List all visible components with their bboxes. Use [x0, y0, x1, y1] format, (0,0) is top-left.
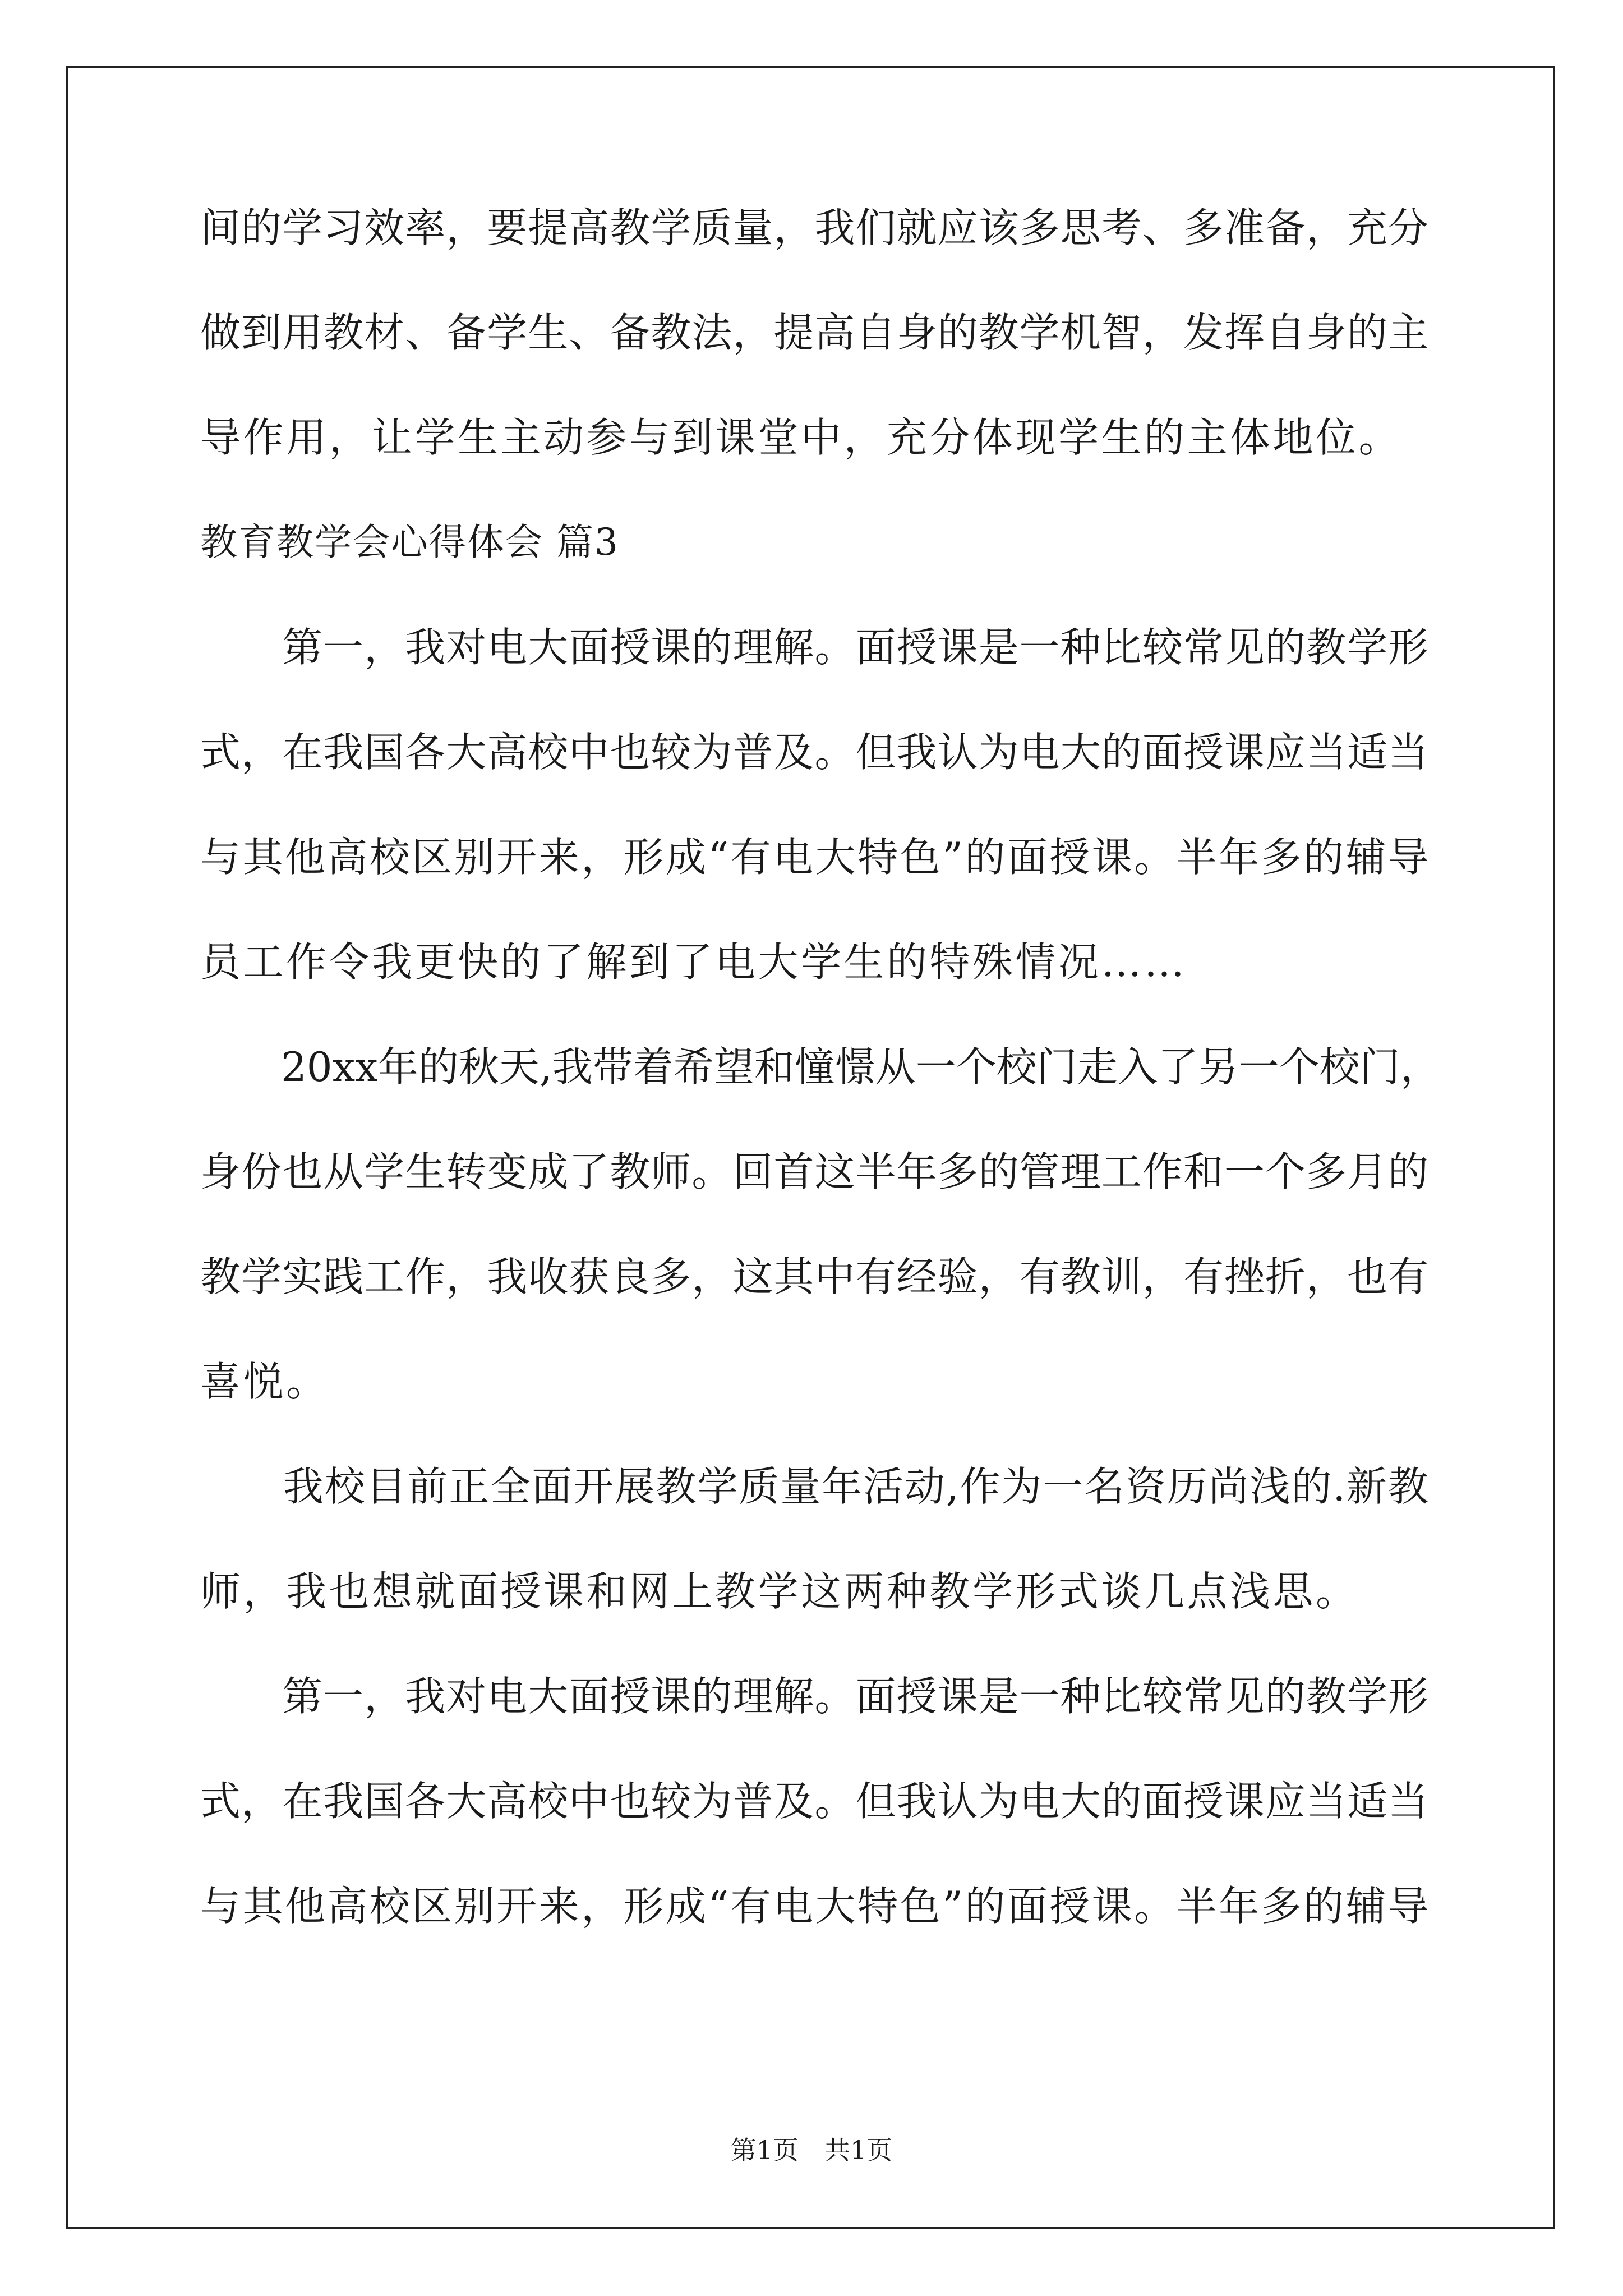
document-body: [200, 204, 1441, 1991]
text-line: 导作用，让学生主动参与到课堂中，充分体现学生的主体地位。: [200, 414, 1402, 461]
section-heading: 教育教学会心得体会 篇3: [200, 521, 619, 564]
text-line: 第一，我对电大面授课的理解。面授课是一种比较常见的教学形: [200, 624, 1428, 671]
text-line: 与其他高校区别开来，形成“有电大特色”的面授课。半年多的辅导: [200, 834, 1428, 881]
text-line: 与其他高校区别开来，形成“有电大特色”的面授课。半年多的辅导: [200, 1883, 1428, 1930]
text-line: 20xx年的秋天,我带着希望和憧憬从一个校门走入了另一个校门，: [200, 1043, 1441, 1091]
text-line: 我校目前正全面开展教学质量年活动,作为一名资历尚浅的.新教: [200, 1463, 1428, 1510]
text-line: 间的学习效率，要提高教学质量，我们就应该多思考、多准备，充分: [200, 204, 1428, 251]
text-line: 教学实践工作，我收获良多，这其中有经验，有教训，有挫折，也有: [200, 1253, 1428, 1300]
text-line: 师，我也想就面授课和网上教学这两种教学形式谈几点浅思。: [200, 1568, 1359, 1615]
page-footer: 第1页 共1页: [730, 2135, 893, 2165]
text-line: 式，在我国各大高校中也较为普及。但我认为电大的面授课应当适当: [200, 729, 1428, 776]
text-line: 式，在我国各大高校中也较为普及。但我认为电大的面授课应当适当: [200, 1778, 1428, 1825]
text-line: 喜悦。: [200, 1358, 329, 1405]
text-line: 员工作令我更快的了解到了电大学生的特殊情况……: [200, 938, 1187, 986]
text-line: 身份也从学生转变成了教师。回首这半年多的管理工作和一个多月的: [200, 1148, 1428, 1195]
text-line: 做到用教材、备学生、备教法，提高自身的教学机智，发挥自身的主: [200, 309, 1428, 356]
text-line: 第一，我对电大面授课的理解。面授课是一种比较常见的教学形: [200, 1673, 1428, 1720]
